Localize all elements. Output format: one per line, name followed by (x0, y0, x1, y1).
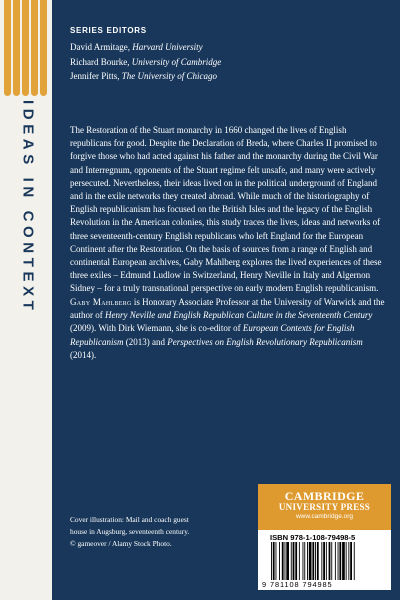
bio-text: is Honorary Associate Professor at the University of Warwick and the author of (70, 297, 385, 321)
barcode-bar (342, 542, 345, 580)
stripe (4, 0, 11, 96)
barcode-bar (326, 542, 327, 580)
series-editors-heading: SERIES EDITORS (70, 26, 147, 35)
editor-name: Jennifer Pitts, (70, 71, 122, 81)
barcode (258, 530, 391, 590)
stripe (40, 0, 47, 96)
barcode-bar (335, 542, 336, 580)
isbn-label: ISBN 978-1-108-79498-5 (270, 533, 356, 542)
barcode-bar (285, 542, 286, 580)
barcode-bar (286, 542, 289, 580)
barcode-bar (271, 542, 272, 580)
book-title: Henry Neville and English Republican Culture in the Seventeenth Century (105, 310, 373, 321)
credit-line: house in Augsburg, seventeenth century. (70, 527, 190, 536)
editor-affiliation: The University of Chicago (121, 71, 217, 81)
bio-text: (2009). With Dirk Wiemann, she is co-editor of (70, 323, 243, 334)
author-bio (70, 296, 390, 362)
editor-name: Richard Bourke, (70, 56, 132, 67)
series-editors (70, 26, 390, 84)
barcode-bar (350, 542, 352, 580)
barcode-bar (323, 542, 325, 580)
barcode-bar (331, 542, 332, 580)
stripe (31, 0, 38, 96)
barcode-bar (354, 542, 355, 580)
credit-line: Cover illustration: Mail and coach guest (70, 515, 189, 524)
publisher-name: CAMBRIDGE (284, 489, 365, 503)
author-name: Gaby Mahlberg (70, 297, 132, 307)
barcode-bar (273, 542, 275, 580)
series-title (8, 100, 48, 315)
barcode-bar (338, 542, 339, 580)
bio-text: (2013) and (123, 336, 168, 347)
barcode-bar (317, 542, 319, 580)
barcode-bar (339, 542, 341, 580)
stripe (13, 0, 20, 96)
book-title: European Contexts for English Republicanism (70, 323, 355, 347)
stripe (22, 0, 29, 96)
barcode-bar (276, 542, 277, 580)
editor-line (70, 40, 390, 55)
publisher-logo (258, 484, 391, 530)
decorative-stripes (4, 0, 50, 96)
barcode-bar (307, 542, 308, 580)
cover-credit (70, 514, 240, 550)
publisher-subtitle: UNIVERSITY PRESS (278, 502, 371, 512)
barcode-bar (348, 542, 349, 580)
publisher-url: www.cambridge.org (295, 513, 354, 520)
barcode-bar (315, 542, 316, 580)
barcode-bar (312, 542, 314, 580)
barcode-bar (293, 542, 295, 580)
editor-line (70, 55, 390, 70)
barcode-bar (282, 542, 284, 580)
editor-affiliation: Harvard University (132, 42, 203, 52)
book-title: Perspectives on English Revolutionary Republicanism (167, 336, 363, 347)
barcode-bar (321, 542, 322, 580)
series-title-text: IDEAS IN CONTEXT (19, 100, 37, 315)
book-description: The Restoration of the Stuart monarchy in 1660 changed the lives of English republicans for good. Despite the Declaration of Breda, where Charles II promised to forgive those who had acted against his father and the monarchy during the Civil War and Interregnum, opponents of the Stuart regime felt unsafe, and many were actively persecuted. Nevertheless, their ideas lived on in the political underground of England and in the exile networks they created abroad. While much of the historiography of English republicanism has focused on the British Isles and the legacy of the English Revolution in the American colonies, this study traces the lives, ideas and networks of three seventeenth-century English republicans who left England for the European Continent after the Restoration. On the basis of sources from a range of English and continental European archives, Gaby Mahlberg explores the lived experiences of these three exiles – Edmund Ludlow in Switzerland, Henry Neville in Italy and Algernon Sidney – for a truly transnational perspective on early modern English republicanism. (70, 125, 382, 294)
barcode-bars (270, 542, 382, 580)
series-spine (0, 0, 52, 600)
editor-name: David Armitage, (70, 42, 133, 52)
editor-line (70, 69, 390, 84)
editor-affiliation: University of Cambridge (131, 56, 222, 67)
barcode-bar (304, 542, 305, 580)
barcode-bar (309, 542, 312, 580)
barcode-bar (299, 542, 300, 580)
barcode-bar (329, 542, 331, 580)
barcode-bar (295, 542, 297, 580)
barcode-bar (279, 542, 280, 580)
barcode-bar (291, 542, 292, 580)
bio-text: (2014). (70, 349, 97, 360)
credit-line: © gameover / Alamy Stock Photo. (70, 539, 172, 548)
barcode-digits: 9 781108 794985 (262, 580, 333, 589)
barcode-bar (303, 542, 304, 580)
barcode-bar (346, 542, 347, 580)
